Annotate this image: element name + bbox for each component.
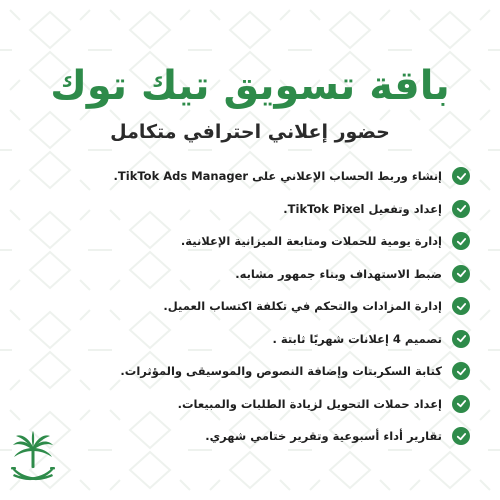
list-item-text: إدارة المزادات والتحكم في تكلفة اكتساب العميل. [163, 299, 442, 314]
check-circle-icon [452, 330, 470, 348]
check-circle-icon [452, 265, 470, 283]
check-circle-icon [452, 167, 470, 185]
check-circle-icon [452, 427, 470, 445]
list-item-text: إدارة يومية للحملات ومتابعة الميزانية الإعلانية. [180, 234, 442, 249]
check-circle-icon [452, 232, 470, 250]
check-circle-icon [452, 200, 470, 218]
list-item [30, 225, 470, 258]
list-item-text: كتابة السكربتات وإضافة النصوص والموسيقى والمؤثرات. [120, 364, 442, 379]
list-item-text: ضبط الاستهداف وبناء جمهور مشابه. [235, 266, 442, 281]
features-list [30, 160, 470, 453]
list-item-text: إنشاء وربط الحساب الإعلاني على TikTok Ads Manager. [113, 169, 442, 184]
list-item [30, 355, 470, 388]
list-item-text: تصميم 4 إعلانات شهريًا ثابتة . [272, 331, 442, 346]
list-item [30, 420, 470, 453]
list-item [30, 193, 470, 226]
list-item-text: إعداد حملات التحويل لزيادة الطلبات والمبيعات. [177, 396, 442, 411]
list-item [30, 323, 470, 356]
page-subtitle: حضور إعلاني احترافي متكامل [110, 121, 390, 143]
list-item [30, 258, 470, 291]
palm-swords-emblem-icon [10, 430, 56, 486]
list-item [30, 388, 470, 421]
check-circle-icon [452, 297, 470, 315]
list-item-text: إعداد وتفعيل TikTok Pixel. [283, 201, 442, 216]
page-title: باقة تسويق تيك توك [50, 63, 450, 109]
list-item [30, 160, 470, 193]
list-item-text: تقارير أداء أسبوعية وتقرير ختامي شهري. [205, 429, 442, 444]
list-item [30, 290, 470, 323]
check-circle-icon [452, 362, 470, 380]
check-circle-icon [452, 395, 470, 413]
